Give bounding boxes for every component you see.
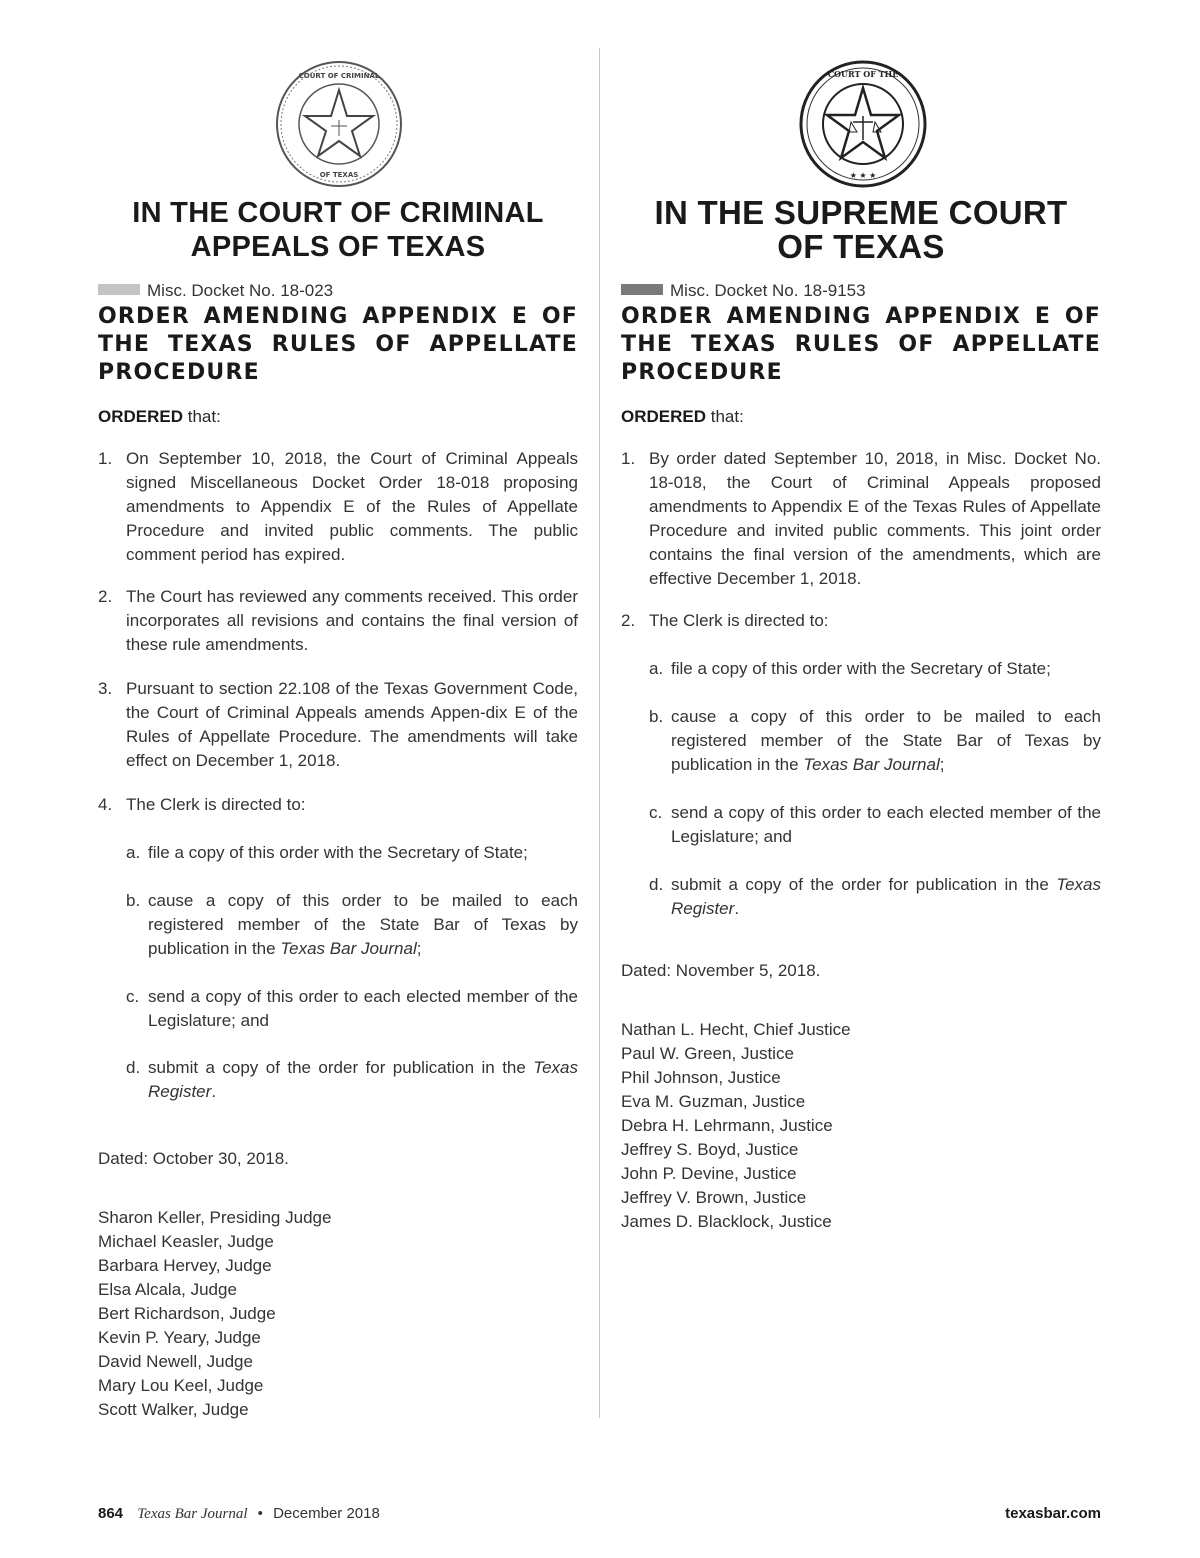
judge-name: Sharon Keller, Presiding Judge — [98, 1208, 332, 1227]
judge-name: Scott Walker, Judge — [98, 1400, 249, 1419]
justice-name: Phil Johnson, Justice — [621, 1068, 781, 1087]
justice-name: Paul W. Green, Justice — [621, 1044, 794, 1063]
sub-item-d: d. submit a copy of the order for publication in the Texas Register. — [649, 875, 1101, 918]
item-2: 2. The Court has reviewed any comments received. This order incorporates all revisions and contains the final version of these rule amendments. — [98, 587, 578, 654]
sub-item-a: a. file a copy of this order with the Secretary of State; — [649, 659, 1051, 678]
justice-name: James D. Blacklock, Justice — [621, 1212, 832, 1231]
svg-text:COURT OF THE: COURT OF THE — [827, 69, 899, 79]
order-title: ORDER AMENDING APPENDIX E OF THE TEXAS RULES OF APPELLATE PROCEDURE — [98, 304, 578, 385]
order-title: ORDER AMENDING APPENDIX E OF THE TEXAS RULES OF APPELLATE PROCEDURE — [621, 304, 1101, 385]
svg-text:COURT OF CRIMINAL: COURT OF CRIMINAL — [298, 72, 380, 80]
site-link[interactable]: texasbar.com — [1005, 1505, 1101, 1522]
judge-name: David Newell, Judge — [98, 1352, 253, 1371]
justice-name: Debra H. Lehrmann, Justice — [621, 1116, 833, 1135]
page-number: 864 — [98, 1505, 124, 1522]
docket-number: Misc. Docket No. 18-023 — [98, 281, 333, 301]
supreme-court-seal-icon — [799, 60, 927, 188]
criminal-appeals-seal-icon — [275, 60, 403, 188]
justice-name: Jeffrey S. Boyd, Justice — [621, 1140, 799, 1159]
docket-bar — [621, 284, 663, 295]
justice-name: John P. Devine, Justice — [621, 1164, 797, 1183]
item-4: 4. The Clerk is directed to: — [98, 795, 306, 814]
dated-line: Dated: October 30, 2018. — [98, 1149, 289, 1168]
ordered-line: ORDERED that: — [621, 407, 744, 426]
item-3: 3. Pursuant to section 22.108 of the Texas Government Code, the Court of Criminal Appeals amends Appen-dix E of the Rules of Appellate Procedure. The amendments will take effect on December 1, 2018. — [98, 679, 578, 770]
sub-item-a: a. file a copy of this order with the Secretary of State; — [126, 843, 528, 862]
judge-name: Elsa Alcala, Judge — [98, 1280, 237, 1299]
sub-item-b: b. cause a copy of this order to be mailed to each registered member of the State Bar of Texas by publication in the Texas Bar Journal; — [649, 707, 1101, 774]
footer-bullet: • — [257, 1505, 263, 1522]
docket-bar — [98, 284, 140, 295]
court-title: IN THE COURT OF CRIMINAL APPEALS OF TEXAS — [132, 197, 544, 263]
svg-text:OF TEXAS: OF TEXAS — [319, 171, 359, 179]
dated-line: Dated: November 5, 2018. — [621, 961, 821, 980]
judge-name: Kevin P. Yeary, Judge — [98, 1328, 261, 1347]
svg-text:★ ★ ★: ★ ★ ★ — [849, 171, 877, 180]
justice-name: Nathan L. Hecht, Chief Justice — [621, 1020, 851, 1039]
judge-name: Bert Richardson, Judge — [98, 1304, 276, 1323]
sub-item-c: c. send a copy of this order to each elected member of the Legislature; and — [649, 803, 1101, 846]
issue-date: December 2018 — [273, 1505, 380, 1522]
court-title: IN THE SUPREME COURT OF TEXAS — [654, 194, 1068, 265]
judge-name: Michael Keasler, Judge — [98, 1232, 274, 1251]
page-footer — [98, 1505, 380, 1523]
justice-name: Jeffrey V. Brown, Justice — [621, 1188, 807, 1207]
docket-number: Misc. Docket No. 18-9153 — [621, 281, 866, 301]
justice-name: Eva M. Guzman, Justice — [621, 1092, 806, 1111]
column-divider — [599, 48, 600, 1418]
journal-name: Texas Bar Journal — [137, 1506, 248, 1522]
judge-name: Barbara Hervey, Judge — [98, 1256, 272, 1275]
sub-item-b: b. cause a copy of this order to be mailed to each registered member of the State Bar of Texas by publication in the Texas Bar Journal; — [126, 891, 578, 958]
judges-list — [98, 1206, 331, 1422]
item-1: 1. By order dated September 10, 2018, in Misc. Docket No. 18-018, the Court of Criminal Appeals proposed amendments to Appendix E of the Texas Rules of Appellate Procedure and invited public comments. This joint order contains the final version of the amendments, which are effective December 1, 2018. — [621, 449, 1101, 588]
ordered-line: ORDERED that: — [98, 407, 221, 426]
item-1: 1. On September 10, 2018, the Court of Criminal Appeals signed Miscellaneous Docket Order 18-018 proposing amendments to Appendix E of the Rules of Appellate Procedure and invited public comments. The public comment period has expired. — [98, 449, 578, 564]
justices-list — [621, 1018, 851, 1234]
judge-name: Mary Lou Keel, Judge — [98, 1376, 264, 1395]
item-2: 2. The Clerk is directed to: — [621, 611, 829, 630]
sub-item-c: c. send a copy of this order to each elected member of the Legislature; and — [126, 987, 578, 1030]
sub-item-d: d. submit a copy of the order for publication in the Texas Register. — [126, 1058, 578, 1101]
